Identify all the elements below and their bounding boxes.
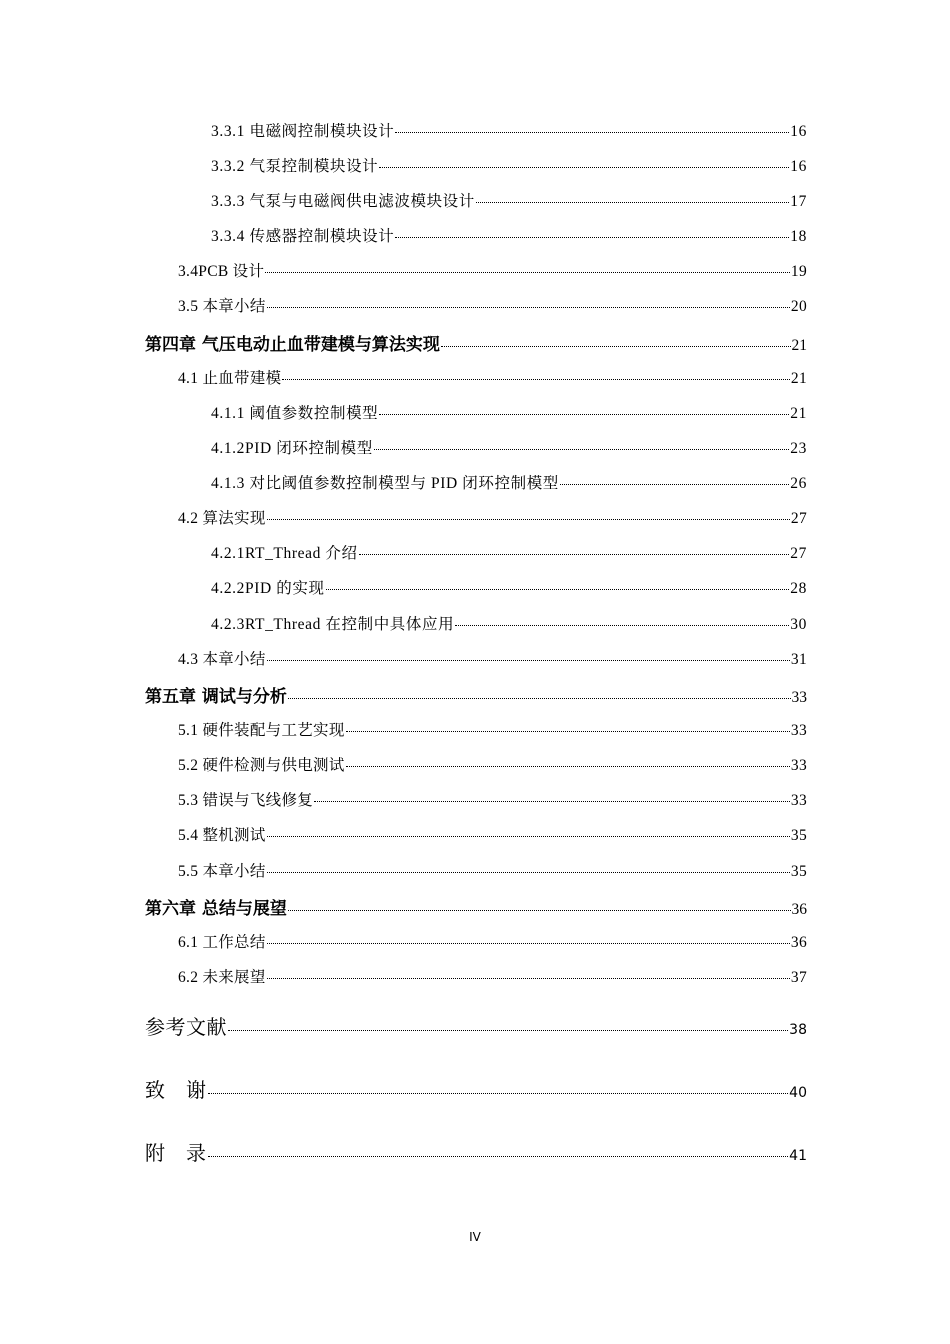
- toc-section-acknowledgements[interactable]: [145, 1074, 807, 1103]
- toc-leader: [379, 399, 789, 416]
- toc-entry[interactable]: [211, 541, 807, 563]
- toc-entry-title: 3.3.4 传感器控制模块设计: [211, 228, 395, 245]
- toc-entry-page: 40: [789, 1085, 807, 1101]
- toc-entry-title: 4.3 本章小结: [178, 651, 266, 668]
- toc-entry[interactable]: [178, 294, 807, 316]
- toc-leader: [560, 469, 789, 486]
- toc-entry-page: 36: [790, 934, 807, 951]
- toc-leader: [208, 1135, 789, 1157]
- toc-entry-page: 16: [790, 123, 807, 140]
- toc-leader: [267, 821, 790, 838]
- toc-entry-page: 33: [791, 689, 807, 706]
- toc-entry-page: 18: [790, 228, 807, 245]
- toc-section-title: 致 谢: [145, 1078, 207, 1102]
- toc-entry-page: 21: [790, 405, 807, 422]
- toc-entry-title: 4.1.1 阈值参数控制模型: [211, 405, 379, 422]
- toc-entry-title: 5.2 硬件检测与供电测试: [178, 757, 345, 774]
- toc-entry[interactable]: [178, 859, 807, 881]
- toc-entry-title: 5.3 错误与飞线修复: [178, 792, 314, 809]
- page-number: IV: [469, 1230, 481, 1244]
- toc-entry-title: 3.3.1 电磁阀控制模块设计: [211, 123, 395, 140]
- toc-entry-page: 35: [790, 863, 807, 880]
- toc-entry[interactable]: [178, 788, 807, 810]
- toc-section-title: 参考文献: [145, 1015, 227, 1039]
- toc-entry-title: 6.2 未来展望: [178, 969, 266, 986]
- toc-entry[interactable]: [178, 259, 807, 281]
- toc-entry-page: 20: [790, 298, 807, 315]
- toc-entry-page: 28: [790, 580, 807, 597]
- toc-leader: [267, 857, 790, 874]
- toc-section-title: 附 录: [145, 1141, 207, 1165]
- toc-entry-page: 33: [790, 792, 807, 809]
- toc-chapter[interactable]: [145, 682, 807, 707]
- toc-entry-title: 5.4 整机测试: [178, 827, 266, 844]
- toc-entry[interactable]: [211, 119, 807, 141]
- toc-leader: [288, 893, 791, 912]
- toc-entry-title: 4.2.1RT_Thread 介绍: [211, 545, 358, 562]
- toc-entry-title: 4.1.2PID 闭环控制模型: [211, 440, 373, 457]
- toc-entry-page: 27: [790, 510, 807, 527]
- toc-entry[interactable]: [211, 189, 807, 211]
- toc-entry-page: 38: [789, 1022, 807, 1038]
- toc-entry-title: 4.2.3RT_Thread 在控制中具体应用: [211, 616, 455, 633]
- toc-entry[interactable]: [211, 401, 807, 423]
- toc-entry-page: 26: [790, 475, 807, 492]
- toc-entry[interactable]: [178, 647, 807, 669]
- toc-leader: [476, 187, 789, 204]
- toc-entry[interactable]: [178, 965, 807, 987]
- toc-entry-title: 4.2.2PID 的实现: [211, 580, 325, 597]
- toc-entry[interactable]: [211, 154, 807, 176]
- toc-leader: [314, 786, 790, 803]
- toc-entry[interactable]: [211, 224, 807, 246]
- toc-entry-title: 4.1 止血带建模: [178, 370, 282, 387]
- toc-entry[interactable]: [178, 930, 807, 952]
- toc-leader: [267, 645, 790, 662]
- toc-entry[interactable]: [178, 506, 807, 528]
- toc-entry-title: 3.3.3 气泵与电磁阀供电滤波模块设计: [211, 193, 475, 210]
- toc-leader: [395, 222, 789, 239]
- toc-leader: [282, 364, 789, 381]
- toc-chapter[interactable]: [145, 894, 807, 919]
- toc-leader: [267, 963, 790, 980]
- toc-entry-title: 5.1 硬件装配与工艺实现: [178, 722, 345, 739]
- toc-section-references[interactable]: [145, 1011, 807, 1040]
- toc-chapter-title: 第五章 调试与分析: [145, 687, 287, 707]
- toc-entry[interactable]: [178, 753, 807, 775]
- toc-entry-title: 6.1 工作总结: [178, 934, 266, 951]
- toc-entry-page: 33: [790, 722, 807, 739]
- toc-chapter[interactable]: [145, 330, 807, 355]
- toc-leader: [374, 434, 789, 451]
- toc-leader: [441, 329, 791, 348]
- toc-entry-page: 37: [790, 969, 807, 986]
- toc-leader: [267, 292, 790, 309]
- toc-entry-title: 3.5 本章小结: [178, 298, 266, 315]
- toc-entry-page: 16: [790, 158, 807, 175]
- toc-entry[interactable]: [211, 612, 807, 634]
- toc-leader: [326, 574, 790, 591]
- toc-entry-page: 17: [790, 193, 807, 210]
- toc-leader: [346, 751, 790, 768]
- toc-entry-page: 31: [790, 651, 807, 668]
- toc-entry[interactable]: [211, 471, 807, 493]
- toc-leader: [208, 1072, 789, 1094]
- toc-entry-page: 35: [790, 827, 807, 844]
- toc-section-appendix[interactable]: [145, 1137, 807, 1166]
- toc-leader: [395, 117, 789, 134]
- toc-entry-title: 3.4PCB 设计: [178, 263, 265, 280]
- toc-entry-title: 4.2 算法实现: [178, 510, 266, 527]
- toc-entry-page: 21: [791, 337, 807, 354]
- toc-chapter-title: 第四章 气压电动止血带建模与算法实现: [145, 335, 440, 355]
- toc-entry[interactable]: [211, 436, 807, 458]
- toc-leader: [379, 152, 789, 169]
- toc-entry-page: 36: [791, 901, 807, 918]
- toc-entry-page: 41: [789, 1148, 807, 1164]
- toc-leader: [267, 928, 790, 945]
- toc-entry-page: 19: [790, 263, 807, 280]
- toc-entry-title: 5.5 本章小结: [178, 863, 266, 880]
- toc-leader: [359, 539, 790, 556]
- toc-entry-page: 30: [790, 616, 807, 633]
- toc-entry-page: 21: [790, 370, 807, 387]
- toc-leader: [228, 1009, 788, 1031]
- toc-entry[interactable]: [211, 576, 807, 598]
- toc-leader: [288, 681, 791, 700]
- toc-entry-page: 23: [790, 440, 807, 457]
- toc-entry-page: 27: [790, 545, 807, 562]
- toc-leader: [455, 610, 789, 627]
- toc-leader: [265, 257, 790, 274]
- toc-entry[interactable]: [178, 823, 807, 845]
- toc-chapter-title: 第六章 总结与展望: [145, 899, 287, 919]
- toc-leader: [267, 504, 790, 521]
- toc-entry-title: 4.1.3 对比阈值参数控制模型与 PID 闭环控制模型: [211, 475, 559, 492]
- toc-entry[interactable]: [178, 718, 807, 740]
- toc-entry-page: 33: [790, 757, 807, 774]
- toc-entry-title: 3.3.2 气泵控制模块设计: [211, 158, 379, 175]
- toc-entry[interactable]: [178, 366, 807, 388]
- toc-leader: [346, 716, 790, 733]
